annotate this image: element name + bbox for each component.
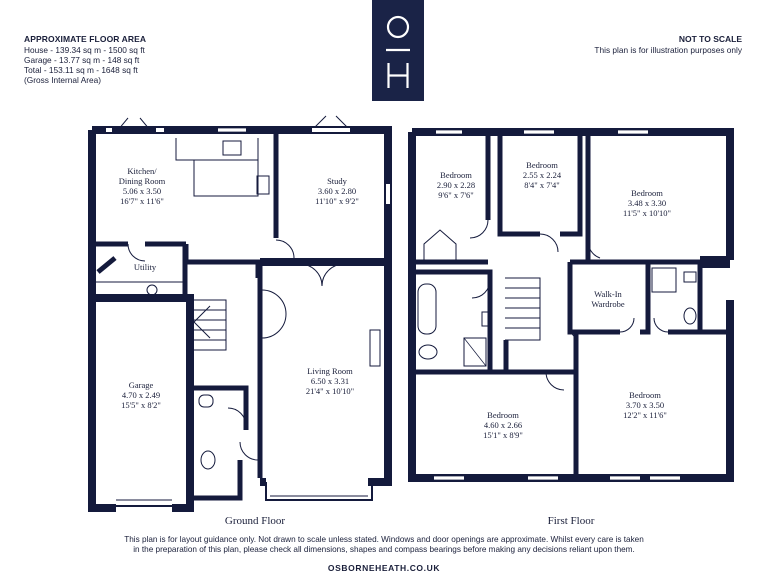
area-house-line: House - 139.34 sq m - 1500 sq ft	[24, 45, 145, 55]
utility-label: Utility	[133, 262, 157, 272]
area-garage-line: Garage - 13.77 sq m - 148 sq ft	[24, 55, 140, 65]
hob-icon	[257, 176, 269, 194]
wc-icon	[201, 451, 215, 469]
bedroom-d-label: Bedroom 4.60 x 2.66 15'1" x 8'9"	[483, 410, 523, 440]
website-link[interactable]: OSBORNEHEATH.CO.UK	[327, 563, 441, 573]
study-label: Study 3.60 x 2.80 11'10" x 9'2"	[315, 176, 359, 206]
utility-sink-icon	[147, 285, 157, 295]
ensuite-shower-icon	[652, 268, 676, 292]
bedroom-a-label: Bedroom 2.90 x 2.28 9'6" x 7'6"	[436, 170, 476, 200]
ensuite-wc-icon	[684, 308, 696, 324]
kitchen-sink-icon	[223, 141, 241, 155]
bedroom-c-label: Bedroom 3.48 x 3.30 11'5" x 10'10"	[623, 188, 671, 218]
ensuite-basin-icon	[684, 272, 696, 282]
ground-floor-label: Ground Floor	[224, 515, 286, 527]
living-room-label: Living Room 6.50 x 3.31 21'4" x 10'10"	[305, 366, 355, 396]
bay-window	[266, 482, 372, 500]
area-total-line: Total - 153.11 sq m - 1648 sq ft	[24, 65, 138, 75]
floor-area-title: APPROXIMATE FLOOR AREA	[24, 34, 147, 44]
garage-label: Garage 4.70 x 2.49 15'5" x 8'2"	[121, 380, 161, 410]
area-gia-line: (Gross Internal Area)	[24, 75, 102, 85]
bath-icon	[418, 284, 436, 334]
not-to-scale-title: NOT TO SCALE	[678, 34, 742, 44]
first-floor-label: First Floor	[547, 515, 595, 527]
disclaimer-line-1: This plan is for layout guidance only. Not drawn to scale unless stated. Windows and door openings are approximate. Whilst every care is taken	[124, 535, 644, 544]
illustration-note: This plan is for illustration purposes only	[594, 45, 742, 55]
bedroom-b-label: Bedroom 2.55 x 2.24 8'4" x 7'4"	[522, 160, 562, 190]
walk-in-wardrobe-label: Walk-In Wardrobe	[591, 289, 625, 309]
bedroom-e-label: Bedroom 3.70 x 3.50 12'2" x 11'6"	[623, 390, 667, 420]
basin-icon	[199, 395, 213, 407]
kitchen-label: Kitchen/ Dining Room 5.06 x 3.50 16'7" x 11'6"	[118, 166, 166, 206]
disclaimer-line-2: in the preparation of this plan, please check all dimensions, shapes and compass bearings before making any decisions reliant upon them.	[133, 545, 635, 554]
fireplace-icon	[370, 330, 380, 366]
bath-wc-icon	[419, 345, 437, 359]
